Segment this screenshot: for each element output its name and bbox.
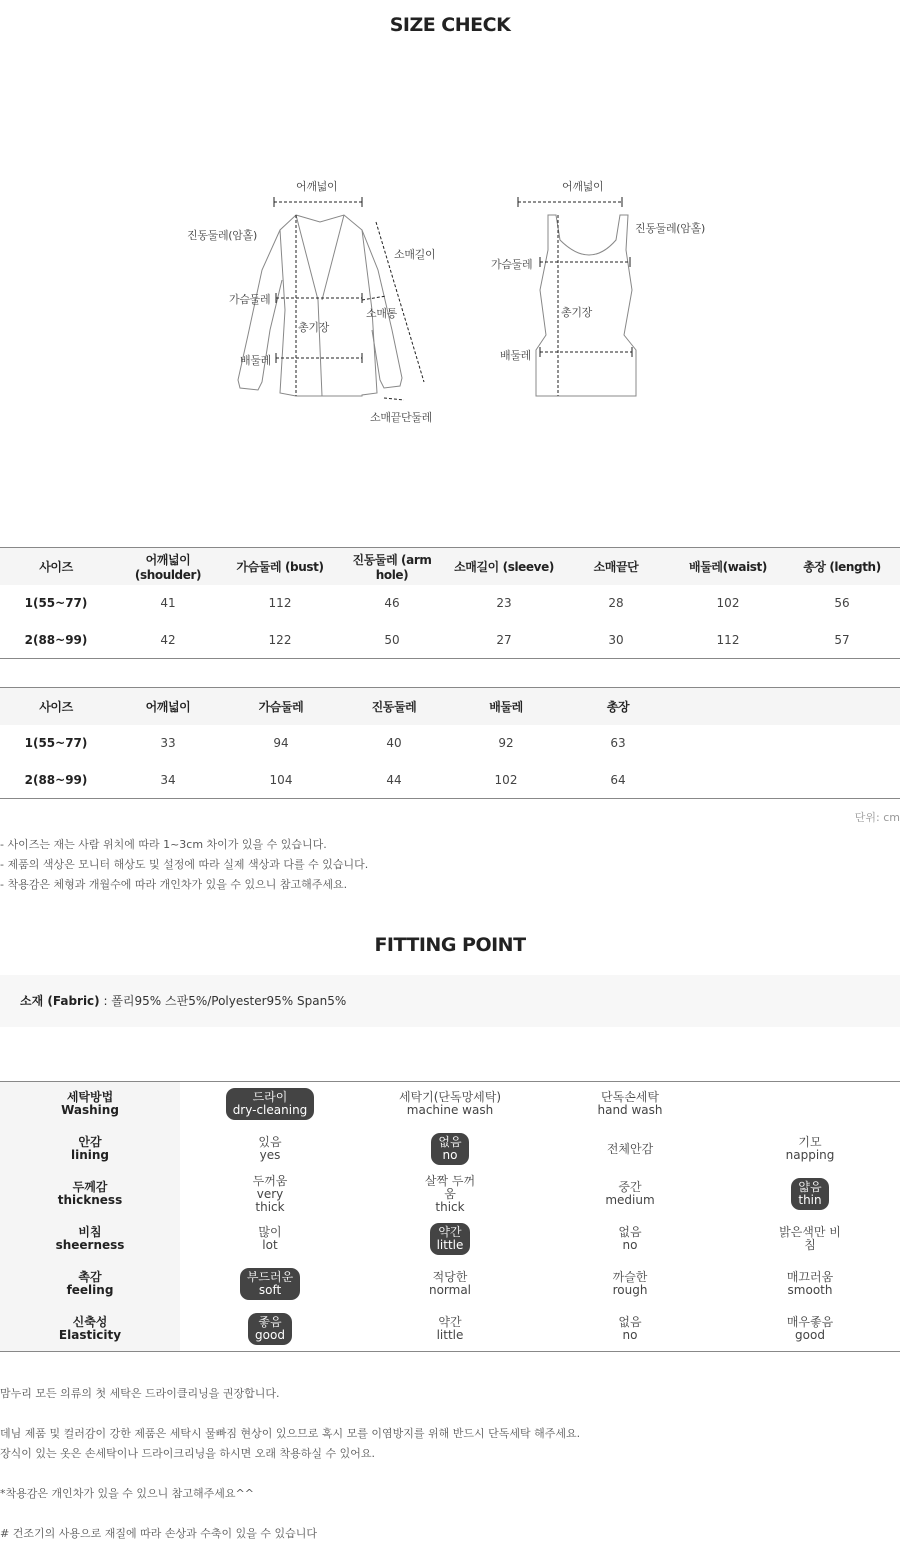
option-ko: 밝은색만 비 침 [779, 1225, 841, 1252]
fitting-label-en: lining [70, 1148, 109, 1162]
fitting-label-en: Washing [61, 1103, 119, 1118]
fitting-row-label [0, 1127, 180, 1172]
option-ko: 얇음 [798, 1180, 822, 1194]
fitting-option [418, 1172, 482, 1217]
fitting-option-cell [720, 1262, 900, 1307]
fitting-label-ko: 안감 [78, 1135, 102, 1149]
fabric-label: 소재 (Fabric) [20, 994, 100, 1008]
header-cell: 소매길이 (sleeve) [448, 548, 560, 585]
table-cell: 64 [610, 772, 626, 787]
header-cell: 배둘레(waist) [672, 548, 784, 585]
table-cell: 57 [834, 632, 850, 647]
table-cell [786, 725, 900, 762]
fitting-row [0, 1172, 900, 1217]
fitting-option [590, 1088, 669, 1120]
fitting-option-cell [540, 1262, 720, 1307]
care-note-gap [0, 1464, 580, 1484]
fitting-option-selected [226, 1088, 315, 1120]
option-en: normal [428, 1283, 472, 1297]
option-ko: 부드러운 [246, 1270, 294, 1284]
fitting-option [246, 1172, 295, 1217]
option-ko: 많이 [258, 1225, 282, 1239]
option-en: very thick [255, 1186, 285, 1214]
fitting-option-selected [791, 1178, 828, 1210]
fitting-option-cell [180, 1082, 360, 1127]
option-en: medium [605, 1193, 655, 1207]
table-cell: 112 [716, 632, 740, 647]
garment-illustration [0, 160, 900, 430]
fitting-label-ko: 촉감 [78, 1270, 102, 1284]
table-cell: 102 [716, 596, 740, 610]
header-cell: 배둘레 [450, 688, 562, 725]
size-diagram [0, 160, 900, 430]
fitting-row-label [0, 1262, 180, 1307]
header-cell: 어깨넓이 [112, 688, 224, 725]
fitting-option-cell [720, 1127, 900, 1172]
option-ko: 매우좋음 [786, 1314, 834, 1329]
option-ko: 전체안감 [606, 1141, 654, 1156]
size-table-cardigan [0, 547, 900, 659]
option-en: dry-cleaning [232, 1103, 308, 1118]
table-cell: 41 [160, 596, 176, 610]
option-en: good [255, 1327, 285, 1342]
table-cell: 42 [160, 632, 176, 647]
option-en: lot [262, 1238, 278, 1252]
table-cell: 34 [160, 772, 176, 787]
option-ko: 없음 [618, 1314, 642, 1329]
fitting-option-cell [540, 1082, 720, 1127]
fitting-option-cell [180, 1127, 360, 1172]
fitting-label-en: sheerness [55, 1238, 125, 1252]
fabric-value: : 폴리95% 스판5%/Polyester95% Span5% [99, 994, 347, 1008]
fitting-option-cell [360, 1307, 540, 1352]
tank-label-waist: 배둘레 [500, 349, 531, 362]
fitting-option [606, 1268, 655, 1300]
fitting-option [430, 1313, 471, 1345]
fitting-option [392, 1088, 508, 1120]
table-cell: 2(88~99) [24, 632, 88, 647]
table-cell [674, 762, 786, 799]
option-ko: 없음 [438, 1135, 462, 1149]
label-sleeve-length: 소매길이 [394, 248, 436, 261]
option-en: yes [259, 1148, 281, 1162]
table-cell [674, 725, 786, 762]
tank-label-total-length: 총기장 [561, 306, 592, 319]
fitting-row [0, 1127, 900, 1172]
table-header-row [0, 688, 900, 725]
fabric-info [0, 975, 900, 1027]
fitting-option-cell [360, 1217, 540, 1262]
size-check-title: SIZE CHECK [389, 14, 511, 36]
fitting-table [0, 1081, 900, 1352]
care-note-line: # 건조기의 사용으로 재질에 따라 손상과 수축이 있을 수 있습니다 [0, 1527, 317, 1540]
fitting-option-cell [540, 1217, 720, 1262]
table-cell: 30 [608, 632, 624, 647]
fitting-option [422, 1268, 478, 1300]
option-en: little [436, 1238, 464, 1252]
option-en: soft [258, 1283, 282, 1297]
table-row [0, 762, 900, 799]
fitting-label-ko: 신축성 [72, 1314, 108, 1329]
fitting-option-cell [720, 1172, 900, 1217]
note-line: - 착용감은 체형과 개월수에 따라 개인차가 있을 수 있으니 참고해주세요. [0, 878, 348, 891]
table-cell: 94 [273, 736, 289, 750]
label-cuff: 소매끝단둘레 [370, 411, 432, 424]
option-en: no [622, 1327, 638, 1342]
fitting-option-cell [360, 1082, 540, 1127]
fitting-option [251, 1133, 288, 1165]
option-ko: 살짝 두꺼 움 [424, 1173, 476, 1201]
fitting-option-cell [180, 1172, 360, 1217]
header-cell: 소매끝단 [560, 548, 672, 585]
option-en: hand wash [597, 1103, 663, 1118]
option-ko: 단독손세탁 [601, 1090, 659, 1105]
header-cell: 가슴둘레 [224, 688, 338, 725]
fitting-row-label [0, 1217, 180, 1262]
option-en: no [442, 1148, 458, 1162]
unit-label: 단위: cm [854, 811, 900, 824]
fitting-option [611, 1223, 648, 1255]
care-note-line: *착용감은 개인차가 있을 수 있으니 참고해주세요^^ [0, 1487, 254, 1500]
table-cell: 23 [496, 596, 512, 610]
fitting-option-cell [720, 1217, 900, 1262]
header-cell: 어깨넓이 (shoulder) [112, 548, 224, 585]
option-ko: 까슬한 [612, 1270, 648, 1284]
option-en: thin [798, 1193, 822, 1207]
option-ko: 매끄러움 [786, 1270, 834, 1284]
fitting-option-cell [180, 1262, 360, 1307]
option-en: smooth [787, 1283, 833, 1297]
care-notes [0, 1384, 580, 1544]
tank-label-chest: 가슴둘레 [491, 258, 533, 271]
header-cell [674, 688, 786, 725]
table-cell: 1(55~77) [24, 736, 88, 750]
fitting-option-cell [180, 1307, 360, 1352]
fitting-row-label [0, 1307, 180, 1352]
option-en: napping [785, 1148, 835, 1162]
fitting-row [0, 1262, 900, 1307]
option-ko: 적당한 [432, 1270, 468, 1284]
table-cell: 33 [160, 736, 176, 750]
fitting-option-cell [540, 1172, 720, 1217]
option-en: little [436, 1327, 464, 1342]
fitting-option-cell [360, 1172, 540, 1217]
care-note-gap [0, 1404, 580, 1424]
option-en: good [795, 1327, 825, 1342]
fitting-option-selected [431, 1133, 468, 1165]
fitting-option [600, 1140, 660, 1159]
option-en: machine wash [406, 1103, 494, 1118]
fitting-option [772, 1223, 848, 1255]
care-note-line: 장식이 있는 옷은 손세탁이나 드라이크리닝을 하시면 오래 착용하실 수 있어요. [0, 1447, 375, 1460]
fitting-option [598, 1178, 661, 1210]
label-chest: 가슴둘레 [229, 293, 271, 306]
header-cell: 진동둘레 [338, 688, 450, 725]
fitting-option-cell [720, 1307, 900, 1352]
fitting-option [779, 1133, 842, 1165]
option-ko: 기모 [798, 1135, 822, 1149]
option-en: thick [435, 1199, 465, 1214]
table-cell: 44 [386, 772, 402, 787]
fitting-point-title: FITTING POINT [374, 934, 526, 956]
header-cell: 사이즈 [0, 688, 112, 725]
option-ko: 약간 [438, 1225, 462, 1239]
table-cell: 56 [834, 596, 850, 610]
table-row [0, 725, 900, 762]
fitting-label-en: feeling [66, 1283, 114, 1297]
label-waist: 배둘레 [240, 354, 271, 367]
fitting-option-cell [360, 1262, 540, 1307]
table-cell: 104 [269, 772, 293, 787]
table-cell: 46 [384, 596, 400, 610]
fitting-option-cell [180, 1217, 360, 1262]
label-shoulder: 어깨넓이 [296, 180, 338, 193]
table-header-row [0, 548, 900, 585]
fitting-option-cell [360, 1127, 540, 1172]
table-cell: 112 [268, 596, 292, 610]
header-cell [786, 688, 900, 725]
table-cell: 28 [608, 596, 624, 610]
care-note-gap [0, 1504, 580, 1524]
tank-label-armhole: 진동둘레(암홀) [635, 222, 705, 235]
fitting-option [780, 1313, 840, 1345]
table-cell: 2(88~99) [24, 772, 88, 787]
table-cell: 122 [268, 632, 292, 647]
option-ko: 있음 [258, 1135, 282, 1149]
option-ko: 없음 [618, 1225, 642, 1239]
label-total-length: 총기장 [298, 321, 329, 334]
fitting-row-label [0, 1082, 180, 1127]
header-cell: 총장 [562, 688, 674, 725]
header-cell: 사이즈 [0, 548, 112, 585]
table-cell: 63 [610, 736, 626, 750]
header-cell: 가슴둘레 (bust) [224, 548, 336, 585]
table-cell: 102 [494, 772, 518, 787]
fitting-option [780, 1268, 840, 1300]
option-en: rough [612, 1283, 648, 1297]
table-cell: 1(55~77) [24, 596, 88, 610]
option-ko: 드라이 [252, 1090, 288, 1105]
fitting-row [0, 1307, 900, 1352]
option-en: no [622, 1238, 638, 1252]
label-armhole: 진동둘레(암홀) [187, 229, 257, 242]
option-ko: 좋음 [258, 1314, 282, 1329]
fitting-row-label [0, 1172, 180, 1217]
label-sleeve-width: 소매통 [366, 307, 397, 320]
fitting-option-selected [248, 1313, 292, 1345]
fitting-label-ko: 두께감 [72, 1180, 108, 1194]
fitting-option [611, 1313, 648, 1345]
fitting-row [0, 1217, 900, 1262]
table-cell: 92 [498, 736, 514, 750]
option-ko: 약간 [438, 1314, 462, 1329]
fitting-label-en: thickness [57, 1193, 123, 1207]
option-ko: 두꺼움 [252, 1173, 288, 1188]
header-cell: 총장 (length) [784, 548, 900, 585]
table-row [0, 585, 900, 622]
note-line: - 사이즈는 재는 사람 위치에 따라 1~3cm 차이가 있을 수 있습니다. [0, 838, 327, 851]
option-ko: 세탁기(단독망세탁) [398, 1090, 502, 1105]
header-cell: 진동둘레 (arm hole) [336, 548, 448, 585]
care-note-line: 맘누리 모든 의류의 첫 세탁은 드라이클리닝을 권장합니다. [0, 1387, 280, 1400]
tank-label-shoulder: 어깨넓이 [562, 180, 604, 193]
fitting-label-ko: 비침 [78, 1225, 102, 1239]
fitting-label-en: Elasticity [58, 1327, 122, 1342]
table-cell [786, 762, 900, 799]
fitting-option-cell [720, 1082, 900, 1127]
fitting-option [251, 1223, 288, 1255]
table-cell: 27 [496, 632, 512, 647]
table-row [0, 622, 900, 659]
option-ko: 중간 [618, 1180, 642, 1194]
fitting-option-cell [540, 1307, 720, 1352]
size-notes [0, 835, 368, 895]
care-note-line: 데님 제품 및 컬러감이 강한 제품은 세탁시 물빠짐 현상이 있으므로 혹시 모를 이염방지를 위해 반드시 단독세탁 해주세요. [0, 1427, 581, 1440]
fitting-label-ko: 세탁방법 [66, 1090, 114, 1105]
note-line: - 제품의 색상은 모니터 해상도 및 설정에 따라 실제 색상과 다를 수 있습니다. [0, 858, 369, 871]
fitting-option-selected [240, 1268, 300, 1300]
fitting-option-selected [430, 1223, 471, 1255]
fitting-row [0, 1082, 900, 1127]
table-cell: 40 [386, 736, 402, 750]
table-cell: 50 [384, 632, 400, 647]
fitting-option-cell [540, 1127, 720, 1172]
size-table-tank [0, 687, 900, 799]
